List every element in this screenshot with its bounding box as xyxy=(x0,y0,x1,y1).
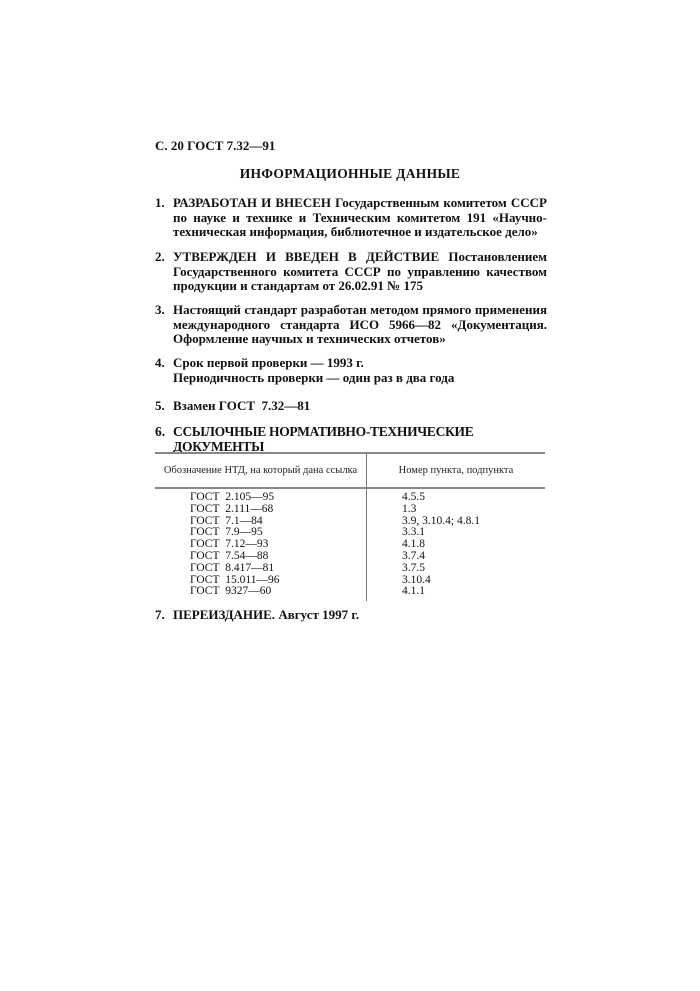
item-body xyxy=(173,303,547,347)
clause-cell: 3.7.4 xyxy=(402,549,425,562)
info-item-5 xyxy=(155,399,547,414)
document-cell: ГОСТ 7.12—93 xyxy=(155,539,367,551)
table-row xyxy=(155,488,545,504)
clause-cell: 3.10.4 xyxy=(402,573,431,586)
item-body xyxy=(173,250,547,294)
item-body xyxy=(173,356,547,385)
info-item-6 xyxy=(155,425,547,454)
item-caps: РАЗРАБОТАН И ВНЕСЕН xyxy=(173,195,331,210)
clause-cell: 4.5.5 xyxy=(402,491,425,503)
item-text: Государственным комитетом СССР по науке и технике и Техническим комитетом 191 «Научно-техническая информация, библиотечное и издательское дело» xyxy=(173,195,548,239)
page-title: ИНФОРМАЦИОННЫЕ ДАННЫЕ xyxy=(239,166,461,181)
table-row xyxy=(155,563,545,575)
table-row xyxy=(155,504,545,516)
info-item-4 xyxy=(155,356,547,385)
clause-cell: 3.3.1 xyxy=(402,526,425,539)
item-heading: ССЫЛОЧНЫЕ НОРМАТИВНО-ТЕХНИЧЕСКИЕ ДОКУМЕНТЫ xyxy=(173,424,474,454)
table-header-row xyxy=(155,453,545,488)
item-number: 3. xyxy=(155,302,165,317)
item-number: 4. xyxy=(155,355,165,370)
item-number: 7. xyxy=(155,607,165,622)
item-text: Постановлением Государственного комитета СССР по управлению качеством продукции и стандартам от 26.02.91 № 175 xyxy=(173,249,547,293)
document-cell: ГОСТ 7.54—88 xyxy=(155,551,367,563)
document-cell: ГОСТ 2.105—95 xyxy=(155,488,367,504)
clause-cell: 1.3 xyxy=(402,502,417,515)
table-row xyxy=(155,586,545,601)
item-text: Август 1997 г. xyxy=(275,607,360,622)
item-body xyxy=(173,608,547,623)
table-row xyxy=(155,551,545,563)
document-cell: ГОСТ 7.1—84 xyxy=(155,516,367,528)
reference-documents-table xyxy=(155,452,545,601)
item-number: 1. xyxy=(155,195,165,210)
item-caps: ПЕРЕИЗДАНИЕ. xyxy=(173,607,276,622)
review-period-line: Периодичность проверки — один раз в два года xyxy=(173,369,455,385)
info-item-7 xyxy=(155,608,547,623)
clause-cell: 3.9, 3.10.4; 4.8.1 xyxy=(402,514,480,527)
item-body xyxy=(173,196,547,240)
document-cell: ГОСТ 8.417—81 xyxy=(155,563,367,575)
document-cell: ГОСТ 2.111—68 xyxy=(155,504,367,516)
item-text: Настоящий стандарт разработан методом прямого применения международного стандарта ИСО 5966—82 «Документация. Оформление научных и технических отчетов» xyxy=(173,302,547,346)
clause-cell: 3.7.5 xyxy=(402,561,425,574)
info-item-1 xyxy=(155,196,547,240)
info-item-3 xyxy=(155,303,547,347)
item-number: 2. xyxy=(155,249,165,264)
item-number: 5. xyxy=(155,398,165,413)
clause-cell: 4.1.8 xyxy=(402,538,425,551)
item-caps: УТВЕРЖДЕН И ВВЕДЕН В ДЕЙСТВИЕ xyxy=(173,249,440,264)
document-cell: ГОСТ 9327—60 xyxy=(155,586,367,601)
item-text: Взамен ГОСТ 7.32—81 xyxy=(173,398,311,413)
page-header: С. 20 ГОСТ 7.32—91 xyxy=(155,138,276,153)
document-cell: ГОСТ 15.011—96 xyxy=(155,575,367,587)
item-number: 6. xyxy=(155,424,166,439)
clause-cell: 4.1.1 xyxy=(402,585,425,598)
column-header-document: Обозначение НТД, на который дана ссылка xyxy=(155,453,367,488)
column-header-clause: Номер пункта, подпункта xyxy=(367,453,546,488)
document-cell: ГОСТ 7.9—95 xyxy=(155,527,367,539)
first-review-line: Срок первой проверки — 1993 г. xyxy=(173,355,364,370)
info-item-2 xyxy=(155,250,547,294)
